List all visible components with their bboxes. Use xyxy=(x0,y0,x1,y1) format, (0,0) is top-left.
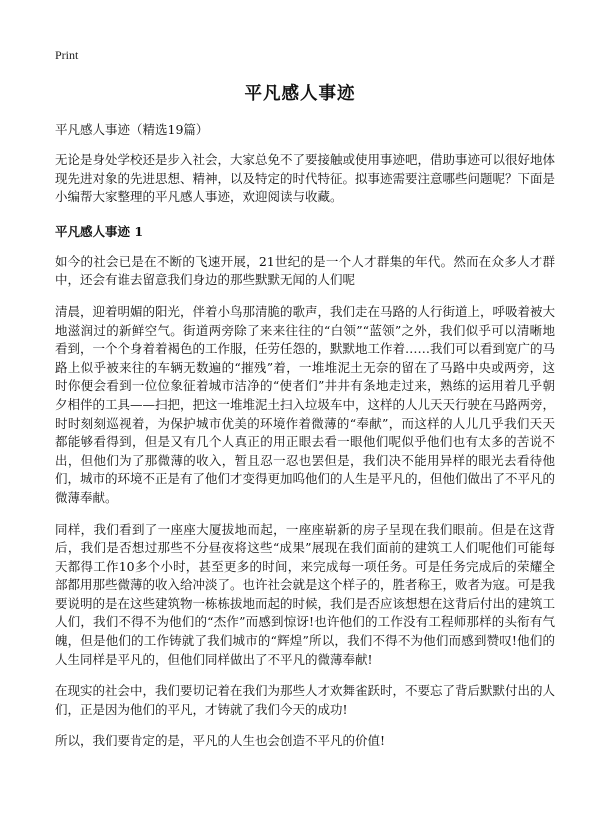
section-heading: 平凡感人事迹 1 xyxy=(55,223,144,239)
paragraph-2: 清晨，迎着明媚的阳光，伴着小鸟那清脆的歌声，我们走在马路的人行街道上，呼吸着被大地滋润过的新鲜空气。街道两旁除了来来往往的“白领”“蓝领”之外，我们似乎可以清晰地看到，一个个身着着褐色的工作服，任劳任怨的，默默地工作着……我们可以看到宽广的马路上似乎被来往的车辆无数遍的“摧残”着，一堆堆泥土无奈的留在了马路中央或两旁，这时你便会看到一位位象征着城市洁净的“使者们”井井有条地走过来，熟练的运用着几乎朝夕相伴的工具——扫把，把这一堆堆泥土扫入垃圾车中，这样的人儿天天行驶在马路两旁，时时刻刻巡视着，为保护城市优美的环境作着微薄的“奉献”，而这样的人儿几乎我们天天都能够看得到，但是又有几个人真正的用正眼去看一眼他们呢似乎他们也有太多的苦说不出，但他们为了那微薄的收入，暂且忍一忍也罢但是，我们决不能用异样的眼光去看待他们，城市的环境不正是有了他们才变得更加呜他们的人生是平凡的，但他们做出了不平凡的微薄奉献。 xyxy=(55,303,556,505)
paragraph-5: 所以，我们要肯定的是，平凡的人生也会创造不平凡的价值! xyxy=(55,733,386,749)
paragraph-1: 如今的社会已是在不断的飞速开展，21世纪的是一个人才群集的年代。然而在众多人才群中，还会有谁去留意我们身边的那些默默无闻的人们呢 xyxy=(55,253,555,288)
intro-paragraph: 无论是身处学校还是步入社会，大家总免不了要接触或使用事迹吧，借助事迹可以很好地体现先进对象的先进思想、精神，以及特定的时代特征。拟事迹需要注意哪些问题呢？下面是小编帮大家整理的平凡感人事迹，欢迎阅读与收藏。 xyxy=(55,152,556,205)
paragraph-4: 在现实的社会中，我们要切记着在我们为那些人才欢舞雀跃时，不要忘了背后默默付出的人们，正是因为他们的平凡，才铸就了我们今天的成功! xyxy=(55,683,556,717)
page-title: 平凡感人事迹 xyxy=(244,84,356,104)
article-subtitle: 平凡感人事迹（精选19篇） xyxy=(55,122,209,137)
article-body xyxy=(55,121,555,764)
paragraph-3: 同样，我们看到了一座座大厦拔地而起，一座座崭新的房子呈现在我们眼前。但是在这背后，我们是否想过那些不分昼夜将这些“成果”展现在我们面前的建筑工人们呢他们可能每天都得工作10多个小时，甚至更多的时间，来完成每一项任务。可是任务完成后的荣耀全部都用那些微薄的收入给冲淡了。也许社会就是这个样子的，胜者称王，败者为寇。可是我要说明的是在这些建筑物一栋栋拔地而起的时候，我们是否应该想想在这背后付出的建筑工人们，我们不得不为他们的“杰作”而感到惊讶!也许他们的工作没有工程师那样的头衔有气魄，但是他们的工作铸就了我们城市的“辉煌”所以，我们不得不为他们而感到赞叹!他们的人生同样是平凡的，但他们同样做出了不平凡的微薄奉献! xyxy=(55,521,556,667)
print-link[interactable]: Print xyxy=(55,48,79,62)
